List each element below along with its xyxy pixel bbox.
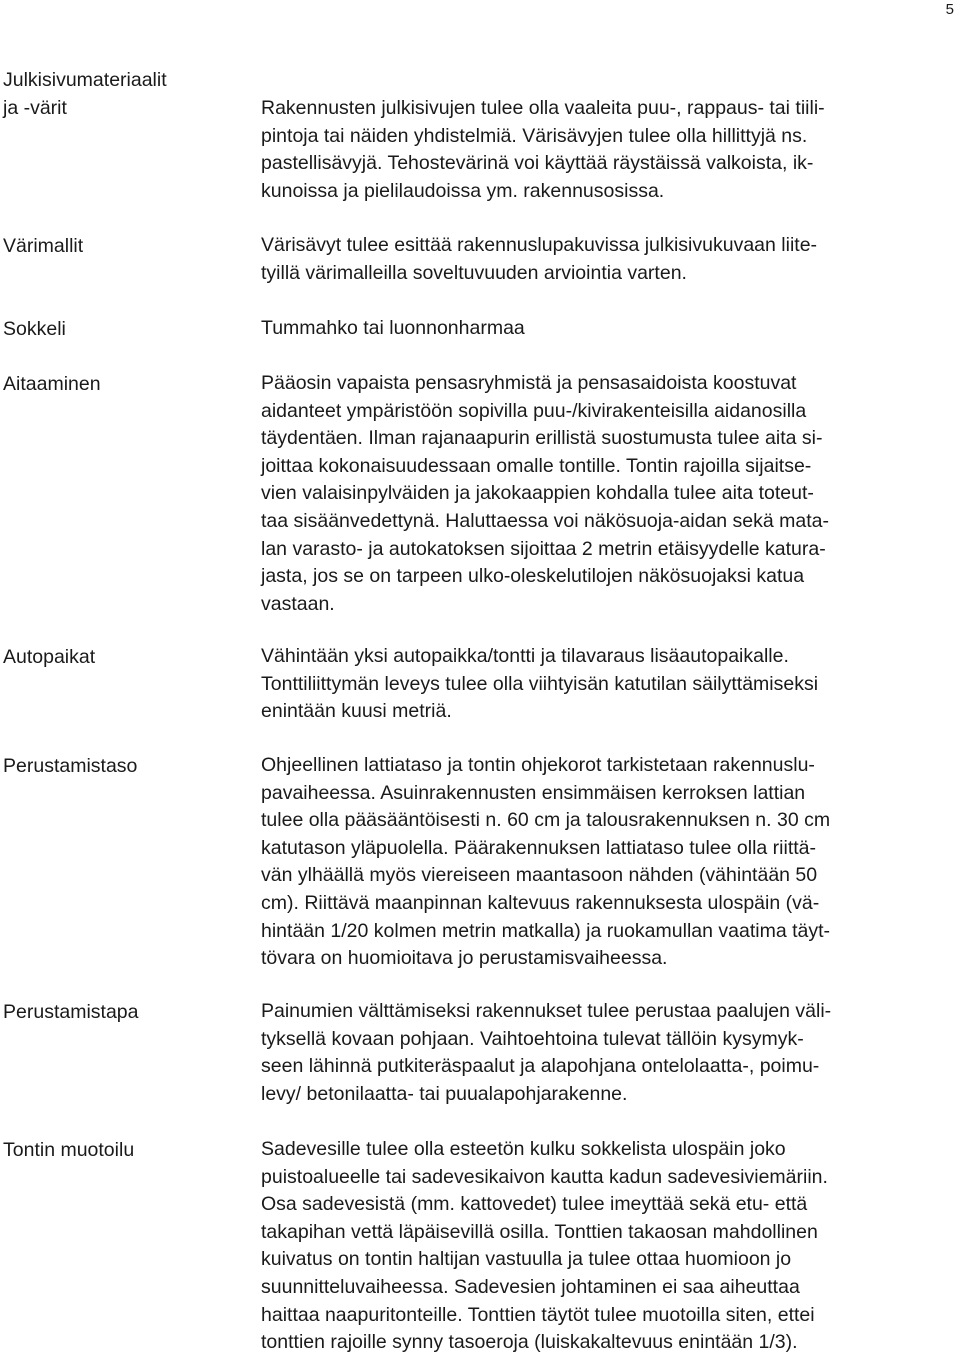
- section-paragraph: Tummahko tai luonnonharmaa: [261, 317, 525, 339]
- section-heading: Aitaaminen: [3, 373, 101, 395]
- section-paragraph: Rakennusten julkisivujen tulee olla vaaleita puu-, rappaus- tai tiili- pintoja tai näiden yhdistelmiä. Värisävyjen tulee olla hillittyjä ns. pastellisävyjä. Tehostevärinä voi käyttää räystäissä valkoista, ik- kunoissa ja pielilaudoissa ym. rakennusosissa.: [261, 97, 825, 202]
- section-paragraph: Ohjeellinen lattiataso ja tontin ohjekorot tarkistetaan rakennuslu- pavaiheessa. Asuinrakennusten ensimmäisen kerroksen lattian tulee olla pääsääntöisesti n. 60 cm ja talousrakennuksen n. 30 cm katutason yläpuolella. Päärakennuksen lattiataso tulee olla riittä- vän ylhäällä myös viereiseen maantasoon nähden (vähintään 50 cm). Riittävä maanpinnan kaltevuus rakennuksesta ulospäin (vä- hintään 1/20 kolmen metrin matkalla) ja ruokamullan vaatima täyt- tövara on huomioitava jo perustamisvaiheessa.: [261, 754, 831, 970]
- section-paragraph: Sadevesille tulee olla esteetön kulku sokkelista ulospäin joko puistoalueelle tai sadevesikaivon kautta kadun sadevesiviemäriin. Osa sadevesistä (mm. kattovedet) tulee imeyttää sekä etu- että takapihan vettä läpäisevillä osilla. Tonttien takaosan mahdollinen kuivatus on tontin haltijan vastuulla ja tulee ottaa huomioon jo suunnitteluvaiheessa. Sadevesien johtaminen ei saa aiheuttaa haittaa naapuritonteille. Tonttien täytöt tulee muotoilla siten, ettei tonttien rajoille synny tasoeroja (luiskakaltevuus enintään 1/3).: [261, 1138, 828, 1354]
- section-heading: Perustamistapa: [3, 1001, 139, 1023]
- section-heading: Sokkeli: [3, 318, 66, 340]
- section-heading: Perustamistaso: [3, 755, 138, 777]
- section-paragraph: Vähintään yksi autopaikka/tontti ja tilavaraus lisäautopaikalle. Tonttiliittymän leveys tulee olla viihtyisän katutilan säilyttämiseksi enintään kuusi metriä.: [261, 645, 819, 723]
- section-paragraph: Pääosin vapaista pensasryhmistä ja pensasaidoista koostuvat aidanteet ympäristöön sopivilla puu-/kivirakenteisilla aidanosilla täydentäen. Ilman rajanaapurin erillistä suostumusta tulee aita si- joittaa kokonaisuudessaan omalle tontille. Tontin rajoilla sijaitse- vien valaisinpylväiden ja jakokaappien kohdalla tulee aita toteut- taa sisäänvedettynä. Haluttaessa voi näkösuoja-aidan sekä mata- lan varasto- ja autokatoksen sijoittaa 2 metrin etäisyydelle katura- jasta, jos se on tarpeen ulko-oleskelutilojen näkösuojaksi katua vastaan.: [261, 372, 830, 615]
- section-heading: Julkisivumateriaalit ja -värit: [3, 69, 167, 119]
- section-paragraph: Painumien välttämiseksi rakennukset tulee perustaa paalujen väli- tyksellä kovaan pohjaan. Vaihtoehtoina tulevat tällöin kysymyk- seen lähinnä putkiteräspaalut ja alapohjana ontelolaatta-, poimu- levy/ betonilaatta- tai puualapohjarakenne.: [261, 1000, 832, 1105]
- section-heading: Värimallit: [3, 235, 84, 257]
- section-paragraph: Värisävyt tulee esittää rakennuslupakuvissa julkisivukuvaan liite- tyillä värimalleilla soveltuvuuden arviointia varten.: [261, 234, 818, 284]
- page-number: 5: [945, 1, 954, 18]
- section-heading: Autopaikat: [3, 646, 96, 668]
- section-heading: Tontin muotoilu: [3, 1139, 135, 1161]
